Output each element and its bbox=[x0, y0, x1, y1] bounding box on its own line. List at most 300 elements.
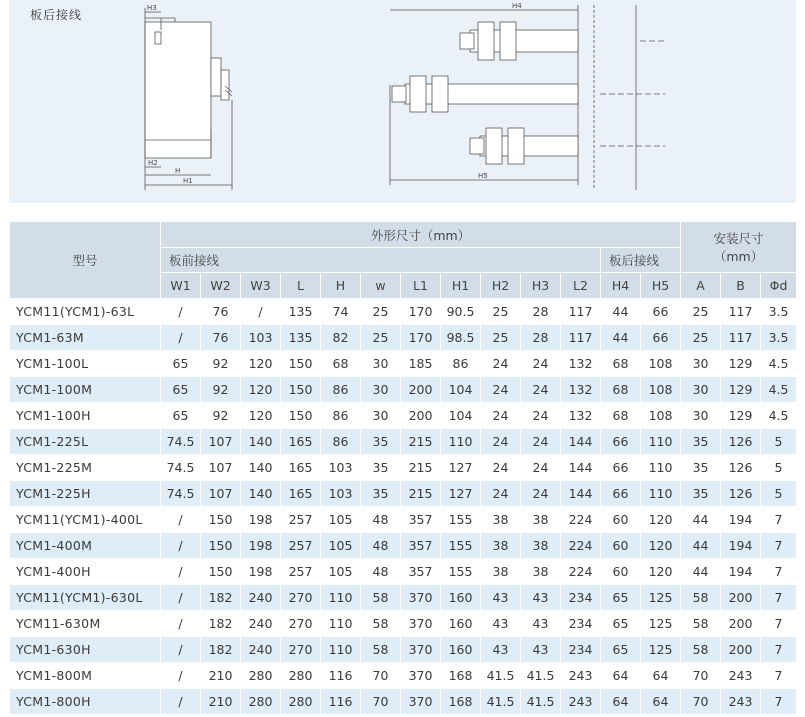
value-cell: 150 bbox=[201, 507, 241, 533]
table-row bbox=[10, 377, 797, 403]
value-cell: 24 bbox=[521, 455, 561, 481]
value-cell: 125 bbox=[641, 585, 681, 611]
value-cell: 70 bbox=[361, 663, 401, 689]
value-cell: 280 bbox=[241, 663, 281, 689]
value-cell: 257 bbox=[281, 559, 321, 585]
value-cell: 92 bbox=[201, 377, 241, 403]
value-cell: 38 bbox=[521, 507, 561, 533]
model-cell: YCM11(YCM1)-400L bbox=[10, 507, 161, 533]
value-cell: 117 bbox=[561, 299, 601, 325]
table-row bbox=[10, 533, 797, 559]
column-header: L bbox=[281, 273, 321, 299]
value-cell: 126 bbox=[721, 481, 761, 507]
model-cell: YCM1-400H bbox=[10, 559, 161, 585]
value-cell: 38 bbox=[481, 507, 521, 533]
value-cell: 7 bbox=[761, 533, 797, 559]
value-cell: 200 bbox=[721, 585, 761, 611]
value-cell: 7 bbox=[761, 611, 797, 637]
value-cell: 110 bbox=[321, 637, 361, 663]
value-cell: 24 bbox=[481, 481, 521, 507]
value-cell: 65 bbox=[161, 351, 201, 377]
value-cell: 5 bbox=[761, 429, 797, 455]
value-cell: 257 bbox=[281, 533, 321, 559]
value-cell: 155 bbox=[441, 533, 481, 559]
column-header: w bbox=[361, 273, 401, 299]
value-cell: 280 bbox=[241, 689, 281, 715]
value-cell: 7 bbox=[761, 507, 797, 533]
model-cell: YCM1-100M bbox=[10, 377, 161, 403]
value-cell: 43 bbox=[521, 637, 561, 663]
value-cell: 74 bbox=[321, 299, 361, 325]
value-cell: 243 bbox=[561, 663, 601, 689]
value-cell: 224 bbox=[561, 507, 601, 533]
value-cell: 86 bbox=[441, 351, 481, 377]
value-cell: 234 bbox=[561, 637, 601, 663]
model-cell: YCM1-100L bbox=[10, 351, 161, 377]
value-cell: 64 bbox=[641, 663, 681, 689]
value-cell: 7 bbox=[761, 663, 797, 689]
value-cell: 66 bbox=[641, 325, 681, 351]
dim-h4: H4 bbox=[512, 2, 522, 10]
rear-wiring-header: 板后接线 bbox=[601, 248, 681, 273]
value-cell: 25 bbox=[361, 299, 401, 325]
value-cell: 30 bbox=[361, 403, 401, 429]
value-cell: 110 bbox=[641, 455, 681, 481]
value-cell: 105 bbox=[321, 559, 361, 585]
value-cell: 129 bbox=[721, 351, 761, 377]
value-cell: 41.5 bbox=[521, 689, 561, 715]
value-cell: 58 bbox=[361, 637, 401, 663]
value-cell: 125 bbox=[641, 611, 681, 637]
table-row bbox=[10, 403, 797, 429]
value-cell: 35 bbox=[681, 455, 721, 481]
value-cell: 135 bbox=[281, 325, 321, 351]
value-cell: 270 bbox=[281, 637, 321, 663]
value-cell: 117 bbox=[721, 299, 761, 325]
value-cell: 243 bbox=[561, 689, 601, 715]
value-cell: 108 bbox=[641, 403, 681, 429]
value-cell: 370 bbox=[401, 689, 441, 715]
value-cell: 60 bbox=[601, 507, 641, 533]
value-cell: 41.5 bbox=[521, 663, 561, 689]
value-cell: 200 bbox=[721, 611, 761, 637]
value-cell: 60 bbox=[601, 533, 641, 559]
value-cell: 44 bbox=[681, 533, 721, 559]
dim-h5: H5 bbox=[478, 172, 488, 180]
value-cell: 44 bbox=[681, 559, 721, 585]
value-cell: 76 bbox=[201, 299, 241, 325]
value-cell: 82 bbox=[321, 325, 361, 351]
value-cell: 120 bbox=[641, 533, 681, 559]
value-cell: 4.5 bbox=[761, 377, 797, 403]
model-cell: YCM1-100H bbox=[10, 403, 161, 429]
value-cell: 370 bbox=[401, 611, 441, 637]
value-cell: / bbox=[161, 559, 201, 585]
value-cell: 194 bbox=[721, 507, 761, 533]
value-cell: 43 bbox=[521, 611, 561, 637]
value-cell: 240 bbox=[241, 585, 281, 611]
column-header: H1 bbox=[441, 273, 481, 299]
value-cell: 129 bbox=[721, 377, 761, 403]
value-cell: 35 bbox=[361, 429, 401, 455]
value-cell: 68 bbox=[601, 351, 641, 377]
value-cell: 357 bbox=[401, 559, 441, 585]
value-cell: / bbox=[161, 637, 201, 663]
value-cell: 105 bbox=[321, 533, 361, 559]
value-cell: 24 bbox=[521, 429, 561, 455]
value-cell: 68 bbox=[601, 403, 641, 429]
value-cell: 7 bbox=[761, 689, 797, 715]
model-cell: YCM1-225L bbox=[10, 429, 161, 455]
value-cell: 129 bbox=[721, 403, 761, 429]
value-cell: / bbox=[161, 689, 201, 715]
value-cell: / bbox=[161, 611, 201, 637]
value-cell: 38 bbox=[481, 559, 521, 585]
value-cell: 160 bbox=[441, 585, 481, 611]
value-cell: 234 bbox=[561, 611, 601, 637]
value-cell: 107 bbox=[201, 455, 241, 481]
table-row bbox=[10, 481, 797, 507]
value-cell: / bbox=[161, 299, 201, 325]
value-cell: 132 bbox=[561, 351, 601, 377]
model-cell: YCM1-225H bbox=[10, 481, 161, 507]
value-cell: 43 bbox=[481, 585, 521, 611]
value-cell: 44 bbox=[601, 325, 641, 351]
value-cell: 43 bbox=[521, 585, 561, 611]
model-cell: YCM1-400M bbox=[10, 533, 161, 559]
column-header: H4 bbox=[601, 273, 641, 299]
value-cell: 66 bbox=[601, 481, 641, 507]
value-cell: 24 bbox=[481, 403, 521, 429]
value-cell: 24 bbox=[481, 377, 521, 403]
value-cell: 257 bbox=[281, 507, 321, 533]
value-cell: 92 bbox=[201, 403, 241, 429]
value-cell: 144 bbox=[561, 429, 601, 455]
value-cell: 24 bbox=[521, 351, 561, 377]
value-cell: 65 bbox=[601, 585, 641, 611]
value-cell: 25 bbox=[681, 299, 721, 325]
value-cell: 30 bbox=[681, 351, 721, 377]
diagram-title: 板后接线 bbox=[30, 8, 83, 22]
value-cell: 144 bbox=[561, 455, 601, 481]
column-header: W2 bbox=[201, 273, 241, 299]
value-cell: 185 bbox=[401, 351, 441, 377]
value-cell: 41.5 bbox=[481, 689, 521, 715]
value-cell: 28 bbox=[521, 299, 561, 325]
value-cell: 76 bbox=[201, 325, 241, 351]
value-cell: 198 bbox=[241, 559, 281, 585]
value-cell: 155 bbox=[441, 559, 481, 585]
value-cell: 66 bbox=[641, 299, 681, 325]
value-cell: 65 bbox=[161, 377, 201, 403]
value-cell: 86 bbox=[321, 403, 361, 429]
column-header: W3 bbox=[241, 273, 281, 299]
value-cell: 280 bbox=[281, 663, 321, 689]
value-cell: 64 bbox=[601, 689, 641, 715]
column-header: W1 bbox=[161, 273, 201, 299]
value-cell: 103 bbox=[321, 481, 361, 507]
value-cell: 117 bbox=[561, 325, 601, 351]
value-cell: 70 bbox=[361, 689, 401, 715]
value-cell: 168 bbox=[441, 663, 481, 689]
value-cell: 24 bbox=[521, 403, 561, 429]
value-cell: 182 bbox=[201, 585, 241, 611]
value-cell: 155 bbox=[441, 507, 481, 533]
value-cell: 117 bbox=[721, 325, 761, 351]
table-row bbox=[10, 585, 797, 611]
value-cell: 170 bbox=[401, 299, 441, 325]
value-cell: 110 bbox=[321, 611, 361, 637]
value-cell: / bbox=[241, 299, 281, 325]
value-cell: 64 bbox=[641, 689, 681, 715]
value-cell: 120 bbox=[241, 403, 281, 429]
wiring-diagram bbox=[0, 0, 805, 203]
front-wiring-header: 板前接线 bbox=[161, 248, 601, 273]
value-cell: 270 bbox=[281, 585, 321, 611]
value-cell: 140 bbox=[241, 429, 281, 455]
value-cell: 150 bbox=[281, 403, 321, 429]
value-cell: 280 bbox=[281, 689, 321, 715]
column-header: H bbox=[321, 273, 361, 299]
value-cell: 70 bbox=[681, 663, 721, 689]
value-cell: 198 bbox=[241, 533, 281, 559]
table-row bbox=[10, 689, 797, 715]
value-cell: 215 bbox=[401, 481, 441, 507]
value-cell: 224 bbox=[561, 533, 601, 559]
column-header: Φd bbox=[761, 273, 797, 299]
value-cell: 210 bbox=[201, 689, 241, 715]
spec-table bbox=[9, 221, 797, 715]
value-cell: 110 bbox=[321, 585, 361, 611]
value-cell: 58 bbox=[681, 585, 721, 611]
value-cell: 140 bbox=[241, 481, 281, 507]
value-cell: 150 bbox=[281, 377, 321, 403]
value-cell: 24 bbox=[521, 377, 561, 403]
value-cell: 25 bbox=[481, 299, 521, 325]
value-cell: 38 bbox=[521, 533, 561, 559]
value-cell: 5 bbox=[761, 481, 797, 507]
value-cell: 132 bbox=[561, 377, 601, 403]
value-cell: 7 bbox=[761, 637, 797, 663]
value-cell: 103 bbox=[321, 455, 361, 481]
value-cell: 4.5 bbox=[761, 403, 797, 429]
value-cell: 200 bbox=[721, 637, 761, 663]
value-cell: 240 bbox=[241, 637, 281, 663]
value-cell: 144 bbox=[561, 481, 601, 507]
value-cell: 125 bbox=[641, 637, 681, 663]
value-cell: 170 bbox=[401, 325, 441, 351]
value-cell: 66 bbox=[601, 455, 641, 481]
value-cell: 3.5 bbox=[761, 325, 797, 351]
table-row bbox=[10, 455, 797, 481]
table-row bbox=[10, 611, 797, 637]
model-cell: YCM1-800M bbox=[10, 663, 161, 689]
table-row bbox=[10, 299, 797, 325]
value-cell: 35 bbox=[361, 455, 401, 481]
model-cell: YCM11(YCM1)-630L bbox=[10, 585, 161, 611]
value-cell: / bbox=[161, 325, 201, 351]
value-cell: 24 bbox=[481, 429, 521, 455]
value-cell: 370 bbox=[401, 585, 441, 611]
value-cell: 43 bbox=[481, 611, 521, 637]
value-cell: 120 bbox=[641, 507, 681, 533]
value-cell: 48 bbox=[361, 559, 401, 585]
table-row bbox=[10, 429, 797, 455]
value-cell: 86 bbox=[321, 377, 361, 403]
value-cell: 215 bbox=[401, 429, 441, 455]
column-header: H5 bbox=[641, 273, 681, 299]
column-header: H3 bbox=[521, 273, 561, 299]
value-cell: 105 bbox=[321, 507, 361, 533]
value-cell: 35 bbox=[681, 481, 721, 507]
value-cell: 58 bbox=[681, 637, 721, 663]
value-cell: 234 bbox=[561, 585, 601, 611]
value-cell: 3.5 bbox=[761, 299, 797, 325]
model-cell: YCM1-800H bbox=[10, 689, 161, 715]
value-cell: 120 bbox=[641, 559, 681, 585]
value-cell: 44 bbox=[681, 507, 721, 533]
value-cell: 108 bbox=[641, 377, 681, 403]
column-header: L1 bbox=[401, 273, 441, 299]
value-cell: 74.5 bbox=[161, 455, 201, 481]
value-cell: 90.5 bbox=[441, 299, 481, 325]
value-cell: 120 bbox=[241, 377, 281, 403]
value-cell: 65 bbox=[601, 611, 641, 637]
value-cell: 4.5 bbox=[761, 351, 797, 377]
table-row bbox=[10, 351, 797, 377]
value-cell: 24 bbox=[481, 455, 521, 481]
value-cell: 140 bbox=[241, 455, 281, 481]
value-cell: 48 bbox=[361, 533, 401, 559]
value-cell: 7 bbox=[761, 585, 797, 611]
value-cell: 38 bbox=[521, 559, 561, 585]
value-cell: 60 bbox=[601, 559, 641, 585]
value-cell: 66 bbox=[601, 429, 641, 455]
value-cell: 28 bbox=[521, 325, 561, 351]
value-cell: 116 bbox=[321, 663, 361, 689]
value-cell: 25 bbox=[681, 325, 721, 351]
value-cell: 110 bbox=[641, 429, 681, 455]
value-cell: / bbox=[161, 533, 201, 559]
value-cell: 210 bbox=[201, 663, 241, 689]
value-cell: 86 bbox=[321, 429, 361, 455]
breaker-side-view bbox=[145, 8, 232, 190]
value-cell: 104 bbox=[441, 377, 481, 403]
value-cell: 370 bbox=[401, 637, 441, 663]
value-cell: 7 bbox=[761, 559, 797, 585]
value-cell: 58 bbox=[361, 585, 401, 611]
value-cell: 68 bbox=[601, 377, 641, 403]
value-cell: / bbox=[161, 663, 201, 689]
value-cell: 370 bbox=[401, 663, 441, 689]
model-cell: YCM11(YCM1)-63L bbox=[10, 299, 161, 325]
value-cell: 30 bbox=[361, 377, 401, 403]
value-cell: 108 bbox=[641, 351, 681, 377]
value-cell: 68 bbox=[321, 351, 361, 377]
value-cell: 104 bbox=[441, 403, 481, 429]
value-cell: 70 bbox=[681, 689, 721, 715]
value-cell: 74.5 bbox=[161, 429, 201, 455]
column-header: A bbox=[681, 273, 721, 299]
value-cell: 107 bbox=[201, 481, 241, 507]
table-row bbox=[10, 559, 797, 585]
value-cell: 243 bbox=[721, 663, 761, 689]
value-cell: 150 bbox=[201, 533, 241, 559]
value-cell: 200 bbox=[401, 377, 441, 403]
model-cell: YCM1-630H bbox=[10, 637, 161, 663]
value-cell: 58 bbox=[361, 611, 401, 637]
value-cell: 165 bbox=[281, 455, 321, 481]
value-cell: 198 bbox=[241, 507, 281, 533]
value-cell: 48 bbox=[361, 507, 401, 533]
dimensions-header: 外形尺寸（mm） bbox=[161, 222, 681, 248]
value-cell: 24 bbox=[521, 481, 561, 507]
table-body bbox=[10, 299, 797, 715]
value-cell: 43 bbox=[481, 637, 521, 663]
value-cell: 194 bbox=[721, 559, 761, 585]
value-cell: 160 bbox=[441, 611, 481, 637]
value-cell: 270 bbox=[281, 611, 321, 637]
dim-h2: H2 bbox=[148, 159, 158, 167]
value-cell: 160 bbox=[441, 637, 481, 663]
value-cell: 74.5 bbox=[161, 481, 201, 507]
value-cell: 243 bbox=[721, 689, 761, 715]
value-cell: 98.5 bbox=[441, 325, 481, 351]
table-row bbox=[10, 663, 797, 689]
value-cell: 30 bbox=[361, 351, 401, 377]
value-cell: 215 bbox=[401, 455, 441, 481]
value-cell: 24 bbox=[481, 351, 521, 377]
model-header: 型号 bbox=[10, 222, 161, 299]
value-cell: 127 bbox=[441, 455, 481, 481]
column-header: B bbox=[721, 273, 761, 299]
value-cell: 30 bbox=[681, 377, 721, 403]
value-cell: 25 bbox=[361, 325, 401, 351]
value-cell: 110 bbox=[441, 429, 481, 455]
value-cell: 41.5 bbox=[481, 663, 521, 689]
dim-h3: H3 bbox=[147, 4, 157, 12]
value-cell: 165 bbox=[281, 429, 321, 455]
value-cell: 132 bbox=[561, 403, 601, 429]
model-cell: YCM11-630M bbox=[10, 611, 161, 637]
value-cell: 110 bbox=[641, 481, 681, 507]
value-cell: 182 bbox=[201, 637, 241, 663]
value-cell: / bbox=[161, 507, 201, 533]
value-cell: 30 bbox=[681, 403, 721, 429]
value-cell: 150 bbox=[281, 351, 321, 377]
value-cell: 120 bbox=[241, 351, 281, 377]
value-cell: 240 bbox=[241, 611, 281, 637]
value-cell: 65 bbox=[601, 637, 641, 663]
value-cell: 357 bbox=[401, 507, 441, 533]
table-row bbox=[10, 325, 797, 351]
value-cell: 135 bbox=[281, 299, 321, 325]
value-cell: 65 bbox=[161, 403, 201, 429]
model-cell: YCM1-63M bbox=[10, 325, 161, 351]
value-cell: 224 bbox=[561, 559, 601, 585]
value-cell: 126 bbox=[721, 429, 761, 455]
install-header: 安装尺寸 （mm） bbox=[681, 222, 797, 273]
dim-h1: H1 bbox=[183, 177, 193, 185]
column-header: H2 bbox=[481, 273, 521, 299]
value-cell: 357 bbox=[401, 533, 441, 559]
value-cell: 25 bbox=[481, 325, 521, 351]
value-cell: 150 bbox=[201, 559, 241, 585]
value-cell: 5 bbox=[761, 455, 797, 481]
value-cell: 103 bbox=[241, 325, 281, 351]
model-cell: YCM1-225M bbox=[10, 455, 161, 481]
value-cell: 168 bbox=[441, 689, 481, 715]
